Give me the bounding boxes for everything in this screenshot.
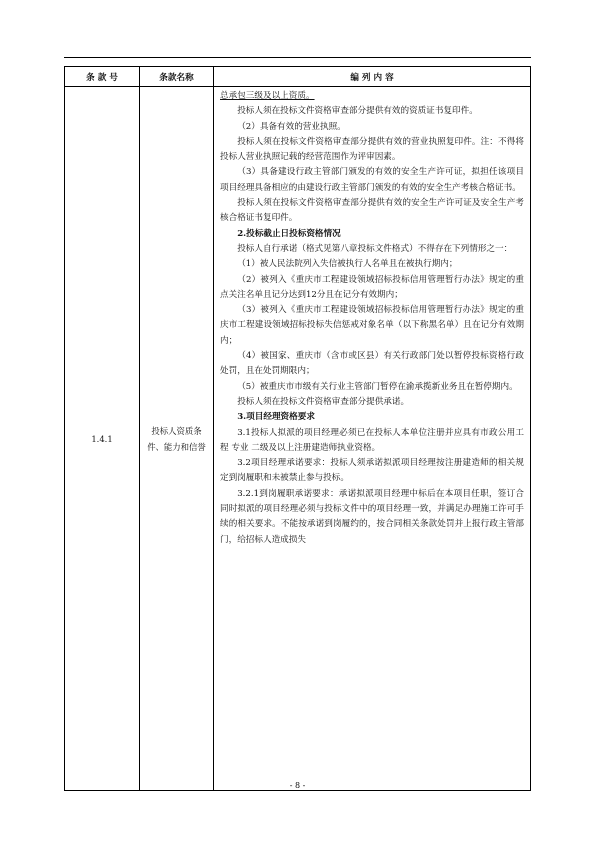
clause-table xyxy=(64,66,531,791)
content-paragraph: （4）被国家、重庆市（含市或区县）有关行政部门处以暂停投标资格行政处罚，且在处罚期限内； xyxy=(220,351,524,377)
paragraph-list xyxy=(220,89,524,548)
page-number: - 8 - xyxy=(289,781,306,790)
content-paragraph: 总承包三级及以上资质。 xyxy=(220,91,315,101)
header-rule xyxy=(64,57,531,58)
clause-name: 投标人资质条件、能力和信誉 xyxy=(140,87,214,791)
content-paragraph: 3.1投标人拟派的项目经理必须已在投标人本单位注册并应具有市政公用工程 专业 二级及以上注册建造师执业资格。 xyxy=(220,427,524,453)
content-paragraph: （5）被重庆市市级有关行业主管部门暂停在渝承揽新业务且在暂停期内。 xyxy=(237,381,518,392)
header-content: 编 列 内 容 xyxy=(214,67,531,87)
table-row xyxy=(65,87,531,791)
content-paragraph: （2）被列入《重庆市工程建设领域招标投标信用管理暂行办法》规定的重点关注名单且记分达到12分且在记分有效期内； xyxy=(220,274,524,300)
content-paragraph: 投标人须在投标文件资格审查部分提供承诺。 xyxy=(237,396,410,407)
content-paragraph: 投标人须在投标文件资格审查部分提供有效的资质证书复印件。 xyxy=(237,106,478,117)
content-paragraph: （3）具备建设行政主管部门颁发的有效的安全生产许可证，拟担任该项目项目经理具备相应的由建设行政主管部门颁发的有效的安全生产考核合格证书。 xyxy=(220,167,524,193)
content-paragraph: 投标人须在投标文件资格审查部分提供有效的营业执照复印件。注：不得将投标人营业执照记载的经营范围作为评审因素。 xyxy=(220,136,524,163)
content-paragraph: （1）被人民法院列入失信被执行人名单且在被执行期内； xyxy=(237,259,458,270)
clause-number: 1.4.1 xyxy=(65,87,140,791)
content-paragraph: 投标人须在投标文件资格审查部分提供有效的安全生产许可证及安全生产考核合格证书复印件。 xyxy=(220,198,524,224)
content-paragraph: 3.2.1到岗履职承诺要求：承诺拟派项目经理中标后在本项目任职，签订合同时拟派的项目经理必须与投标文件中的项目经理一致，并满足办理施工许可手续的相关要求。不能按承诺到岗履约的，按合同相关条款处罚并上报行政主管部门，给招标人造成损失 xyxy=(220,488,524,545)
header-clause-name: 条款名称 xyxy=(140,67,214,87)
content-paragraph: 2.投标截止日投标资格情况 xyxy=(237,228,341,239)
content-paragraph: 投标人自行承诺（格式见第八章投标文件格式）不得存在下列情形之一： xyxy=(237,243,513,254)
content-paragraph: （3）被列入《重庆市工程建设领域招标投标信用管理暂行办法》规定的重庆市工程建设领域招标投标失信惩戒对象名单（以下称黑名单）且在记分有效期内； xyxy=(220,305,524,346)
table-header-row xyxy=(65,67,531,87)
content-paragraph: 3.2项目经理承诺要求：投标人须承诺拟派项目经理按注册建造师的相关规定到岗履职和未被禁止参与投标。 xyxy=(220,458,524,484)
header-clause-no: 条 款 号 xyxy=(65,67,140,87)
content-paragraph: 3.项目经理资格要求 xyxy=(237,412,315,423)
clause-content xyxy=(214,87,531,791)
content-paragraph: （2）具备有效的营业执照。 xyxy=(237,121,346,132)
